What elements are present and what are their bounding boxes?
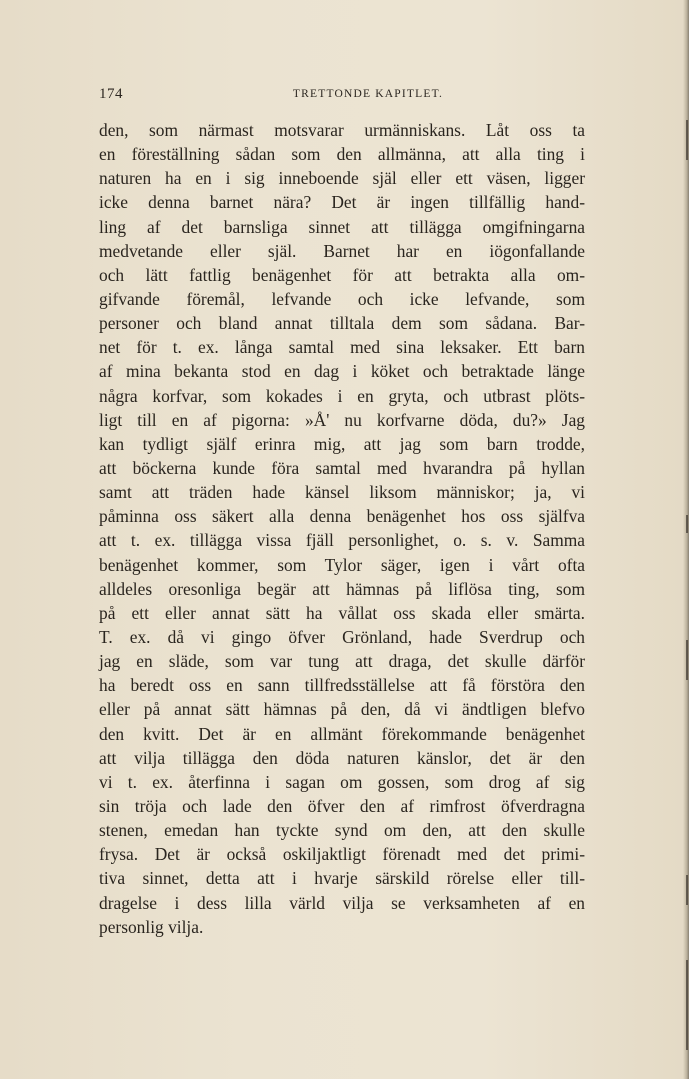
page-edge-mark	[686, 875, 688, 905]
text-line: frysa. Det är också oskiljaktligt förenadt med det primi-	[99, 844, 585, 865]
text-line: T. ex. då vi gingo öfver Grönland, hade Sverdrup och	[99, 626, 585, 647]
text-line: personlig vilja.	[99, 916, 204, 937]
text-line: samt att träden hade känsel liksom människor; ja, vi	[99, 482, 585, 503]
text-line: jag en släde, som var tung att draga, det skulle därför	[99, 651, 585, 672]
text-line: att t. ex. tillägga vissa fjäll personlighet, o. s. v. Samma	[99, 530, 585, 551]
text-line: dragelse i dess lilla värld vilja se verksamheten af en	[99, 892, 585, 913]
text-line: naturen ha en i sig inneboende själ eller ett väsen, ligger	[99, 168, 585, 189]
text-line: benägenhet kommer, som Tylor säger, igen i vårt ofta	[99, 554, 585, 575]
text-line: gifvande föremål, lefvande och icke lefvande, som	[99, 288, 585, 309]
text-line: kan tydligt själf erinra mig, att jag som barn trodde,	[99, 433, 585, 454]
page-edge-mark	[686, 120, 688, 160]
text-line: icke denna barnet nära? Det är ingen tillfällig hand-	[99, 192, 585, 213]
text-line: vi t. ex. återfinna i sagan om gossen, som drog af sig	[99, 771, 585, 792]
text-line: stenen, emedan han tyckte synd om den, att den skulle	[99, 820, 585, 841]
text-line: påminna oss säkert alla denna benägenhet hos oss själfva	[99, 506, 585, 527]
text-line: den kvitt. Det är en allmänt förekommande benägenhet	[99, 723, 585, 744]
text-line: ha beredt oss en sann tillfredsställelse att få förstöra den	[99, 675, 585, 696]
page-number: 174	[99, 86, 123, 102]
text-line: personer och bland annat tilltala dem som sådana. Bar-	[99, 313, 585, 334]
text-line: sin tröja och lade den öfver den af rimfrost öfverdragna	[99, 795, 585, 816]
text-line: en föreställning sådan som den allmänna, att alla ting i	[99, 144, 585, 165]
running-head: TRETTONDE KAPITLET.	[292, 88, 444, 100]
page-edge-mark	[686, 515, 688, 533]
text-line: på ett eller annat sätt ha vållat oss skada eller smärta.	[99, 602, 585, 623]
text-line: eller på annat sätt hämnas på den, då vi ändtligen blefvo	[99, 699, 585, 720]
text-line: ligt till en af pigorna: »Å' nu korfvarne döda, du?» Jag	[99, 409, 585, 430]
page-edge-mark	[686, 960, 688, 1050]
text-line: att vilja tillägga den döda naturen känslor, det är den	[99, 747, 585, 768]
page-header	[99, 86, 585, 108]
page-edge-mark	[686, 640, 688, 680]
text-line: af mina bekanta stod en dag i köket och betraktade länge	[99, 361, 585, 382]
text-line: några korfvar, som kokades i en gryta, och utbrast plöts-	[99, 385, 585, 406]
body-text	[99, 118, 585, 939]
text-line: och lätt fattlig benägenhet för att betrakta alla om-	[99, 264, 585, 285]
text-line: alldeles oresonliga begär att hämnas på liflösa ting, som	[99, 578, 585, 599]
text-line: net för t. ex. långa samtal med sina leksaker. Ett barn	[99, 337, 585, 358]
text-line: medvetande eller själ. Barnet har en iögonfallande	[99, 240, 585, 261]
text-line: att böckerna kunde föra samtal med hvarandra på hyllan	[99, 457, 585, 478]
text-line: den, som närmast motsvarar urmänniskans. Låt oss ta	[99, 120, 585, 140]
text-line: ling af det barnsliga sinnet att tillägga omgifningarna	[99, 216, 585, 237]
text-line: tiva sinnet, detta att i hvarje särskild rörelse eller till-	[99, 868, 585, 889]
page-edge-shadow	[683, 0, 689, 1079]
